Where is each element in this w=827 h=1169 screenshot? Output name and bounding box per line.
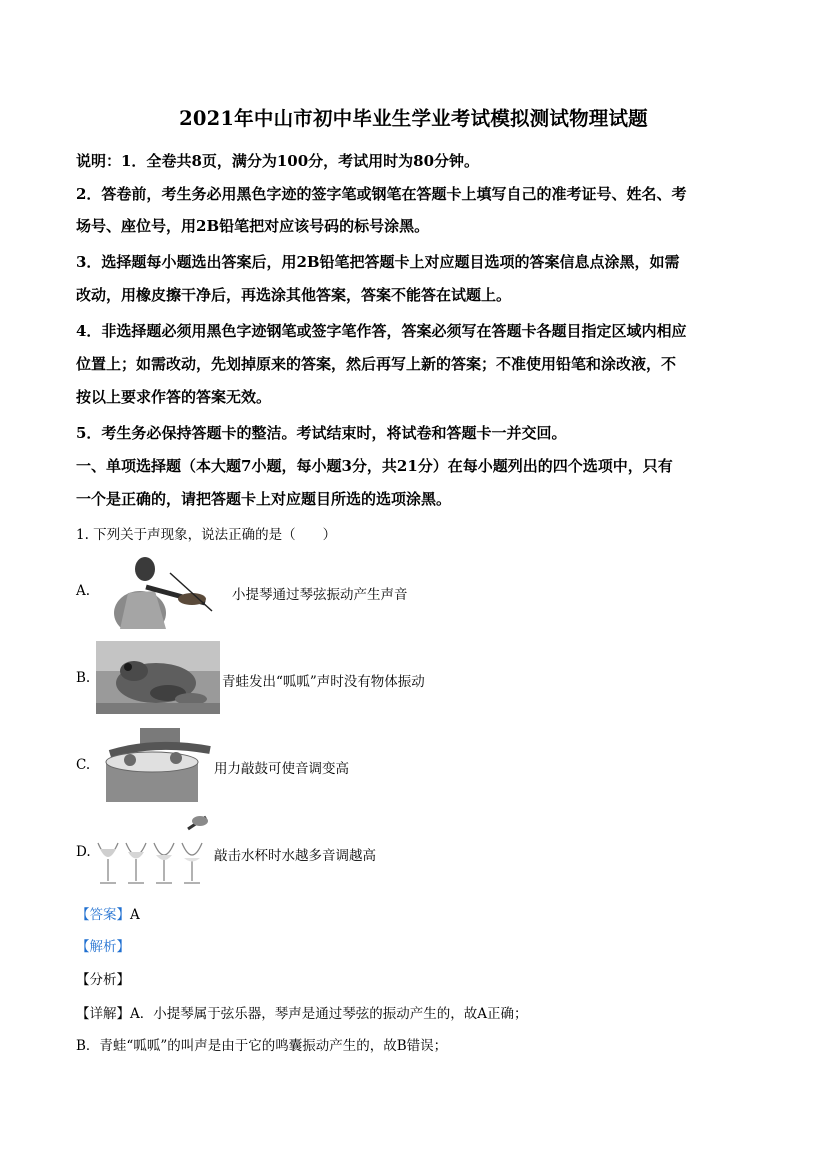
- drum-photo: [100, 728, 214, 802]
- option-letter: A.: [76, 583, 91, 599]
- option-text: 小提琴通过琴弦振动产生声音: [232, 587, 408, 603]
- fenxi-label: 【分析】: [76, 972, 130, 988]
- section-heading: 一、单项选择题（本大题7小题，每小题3分，共21分）在每小题列出的四个选项中，只有: [76, 457, 673, 475]
- option-letter: C.: [76, 757, 91, 773]
- detail-line: B．青蛙“呱呱”的叫声是由于它的鸣囊振动产生的，故B错误；: [76, 1038, 448, 1054]
- question-stem: 1. 下列关于声现象，说法正确的是（ ）: [76, 527, 337, 543]
- instruction-line: 5．考生务必保持答题卡的整洁。考试结束时，将试卷和答题卡一并交回。: [76, 424, 567, 442]
- option-text: 青蛙发出“呱呱”声时没有物体振动: [222, 674, 425, 690]
- option-letter: D.: [76, 844, 91, 860]
- instruction-line: 4．非选择题必须用黑色字迹钢笔或签字笔作答，答案必须写在答题卡各题目指定区域内相应: [76, 322, 687, 340]
- detail-line: 【详解】A．小提琴属于弦乐器，琴声是通过琴弦的振动产生的，故A正确；: [76, 1006, 528, 1022]
- option-text: 敲击水杯时水越多音调越高: [214, 848, 376, 864]
- water-glasses-photo: [96, 815, 212, 889]
- violinist-photo: [100, 553, 215, 629]
- option-text: 用力敲鼓可使音调变高: [214, 761, 349, 777]
- answer-line: [76, 903, 756, 923]
- answer-value: A: [130, 907, 140, 923]
- instruction-line: 按以上要求作答的答案无效。: [76, 388, 272, 406]
- section-heading: 一个是正确的，请把答题卡上对应题目所选的选项涂黑。: [76, 490, 452, 508]
- frog-photo: [96, 641, 220, 714]
- instruction-line: 3．选择题每小题选出答案后，用2B铅笔把答题卡上对应题目选项的答案信息点涂黑，如需: [76, 253, 680, 271]
- answer-label: 【答案】: [76, 907, 130, 923]
- instruction-line: 2．答卷前，考生务必用黑色字迹的签字笔或钢笔在答题卡上填写自己的准考证号、姓名、考: [76, 185, 687, 203]
- instruction-line: 说明：1．全卷共8页，满分为100分，考试用时为80分钟。: [76, 152, 480, 170]
- page-title: 2021年中山市初中毕业生学业考试模拟测试物理试题: [179, 107, 648, 130]
- instruction-line: 改动，用橡皮擦干净后，再选涂其他答案，答案不能答在试题上。: [76, 286, 512, 304]
- analysis-label: 【解析】: [76, 939, 130, 955]
- instruction-line: 位置上；如需改动，先划掉原来的答案，然后再写上新的答案；不准使用铅笔和涂改液，不: [76, 355, 677, 373]
- option-letter: B.: [76, 670, 91, 686]
- instruction-line: 场号、座位号，用2B铅笔把对应该号码的标号涂黑。: [76, 217, 430, 235]
